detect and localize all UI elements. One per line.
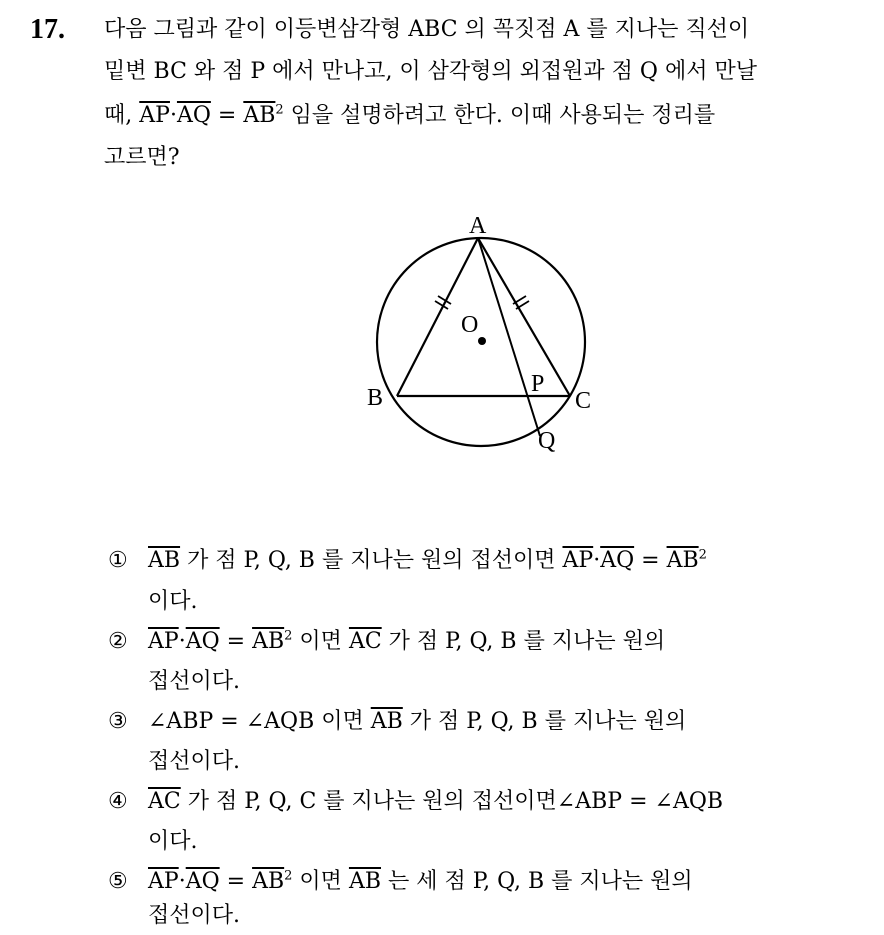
label-o: O — [461, 312, 479, 338]
center-point-o — [478, 337, 486, 345]
label-q: Q — [538, 428, 556, 454]
equals-op: = — [226, 869, 246, 894]
choice-1-text: 가 점 P, Q, B 를 지나는 원의 접선이면 — [187, 548, 556, 573]
square-exponent: 2 — [284, 628, 293, 644]
dot-op: · — [593, 548, 601, 573]
question-line-1: 다음 그림과 같이 이등변삼각형 ABC 의 꼭짓점 A 를 지나는 직선이 — [104, 17, 750, 42]
choice-3-number: ③ — [108, 709, 128, 734]
choice-2-text: 이면 — [299, 629, 342, 654]
side-ac — [478, 238, 570, 396]
seg-ab: $\overline{AB}$ — [252, 869, 285, 894]
seg-aq: $\overline{AQ}$ — [185, 869, 220, 894]
choice-4-continuation: 이다. — [148, 829, 198, 854]
line-aq — [478, 238, 540, 436]
seg-ab: $\overline{AB}$ — [243, 103, 276, 128]
square-exponent: 2 — [275, 102, 284, 118]
seg-ab: $\overline{AB}$ — [370, 709, 403, 734]
square-exponent: 2 — [284, 868, 293, 884]
choice-1-number: ① — [108, 548, 128, 573]
equals-op: = — [641, 548, 660, 573]
dot-op: · — [178, 869, 186, 894]
choice-2-continuation: 접선이다. — [148, 669, 241, 694]
label-p: P — [531, 371, 545, 397]
label-a: A — [469, 213, 487, 239]
choice-4-text: 가 점 P, Q, C 를 지나는 원의 접선이면∠ABP = ∠AQB — [187, 789, 724, 814]
seg-ap: $\overline{AP}$ — [148, 869, 179, 894]
choice-1[interactable] — [108, 545, 707, 577]
choice-2-number: ② — [108, 629, 128, 654]
choice-5[interactable] — [108, 866, 693, 898]
seg-ab: $\overline{AB}$ — [666, 548, 699, 573]
dot-op: · — [178, 629, 186, 654]
square-exponent: 2 — [698, 547, 707, 563]
choice-5-number: ⑤ — [108, 869, 128, 894]
choice-3[interactable] — [108, 706, 686, 738]
choice-1-continuation: 이다. — [148, 589, 198, 614]
choice-5-text: 이면 — [299, 869, 342, 894]
choice-3-continuation: 접선이다. — [148, 749, 241, 774]
equals-op: = — [217, 103, 237, 128]
seg-ab: $\overline{AB}$ — [148, 548, 181, 573]
choice-5-text-b: 는 세 점 P, Q, B 를 지나는 원의 — [388, 869, 693, 894]
choice-3-text-b: 가 점 P, Q, B 를 지나는 원의 — [409, 709, 687, 734]
choice-2-text-b: 가 점 P, Q, B 를 지나는 원의 — [388, 629, 666, 654]
seg-aq: $\overline{AQ}$ — [185, 629, 220, 654]
seg-ap: $\overline{AP}$ — [148, 629, 179, 654]
seg-ap: $\overline{AP}$ — [562, 548, 594, 573]
seg-aq: $\overline{AQ}$ — [600, 548, 635, 573]
choice-5-continuation: 접선이다. — [148, 903, 241, 928]
seg-ac: $\overline{AC}$ — [148, 789, 181, 814]
question-number: 17. — [30, 14, 65, 45]
question-line-3-pre: 때, — [104, 103, 133, 128]
seg-ap: $\overline{AP}$ — [139, 103, 170, 128]
question-line-3-post: 임을 설명하려고 한다. 이때 사용되는 정리를 — [290, 103, 716, 128]
seg-aq: $\overline{AQ}$ — [176, 103, 211, 128]
seg-ac: $\overline{AC}$ — [348, 629, 382, 654]
choice-4-number: ④ — [108, 789, 128, 814]
question-line-2: 밑변 BC 와 점 P 에서 만나고, 이 삼각형의 외접원과 점 Q 에서 만날 — [104, 59, 757, 84]
label-b: B — [367, 385, 384, 411]
seg-ab: $\overline{AB}$ — [252, 629, 285, 654]
choice-2[interactable] — [108, 626, 665, 658]
seg-ab: $\overline{AB}$ — [348, 869, 381, 894]
choice-3-text: ∠ABP = ∠AQB 이면 — [148, 709, 364, 734]
question-line-4: 고르면? — [104, 145, 180, 170]
choice-4[interactable] — [108, 786, 723, 818]
dot-op: · — [169, 103, 177, 128]
equals-op: = — [226, 629, 246, 654]
label-c: C — [575, 388, 592, 414]
